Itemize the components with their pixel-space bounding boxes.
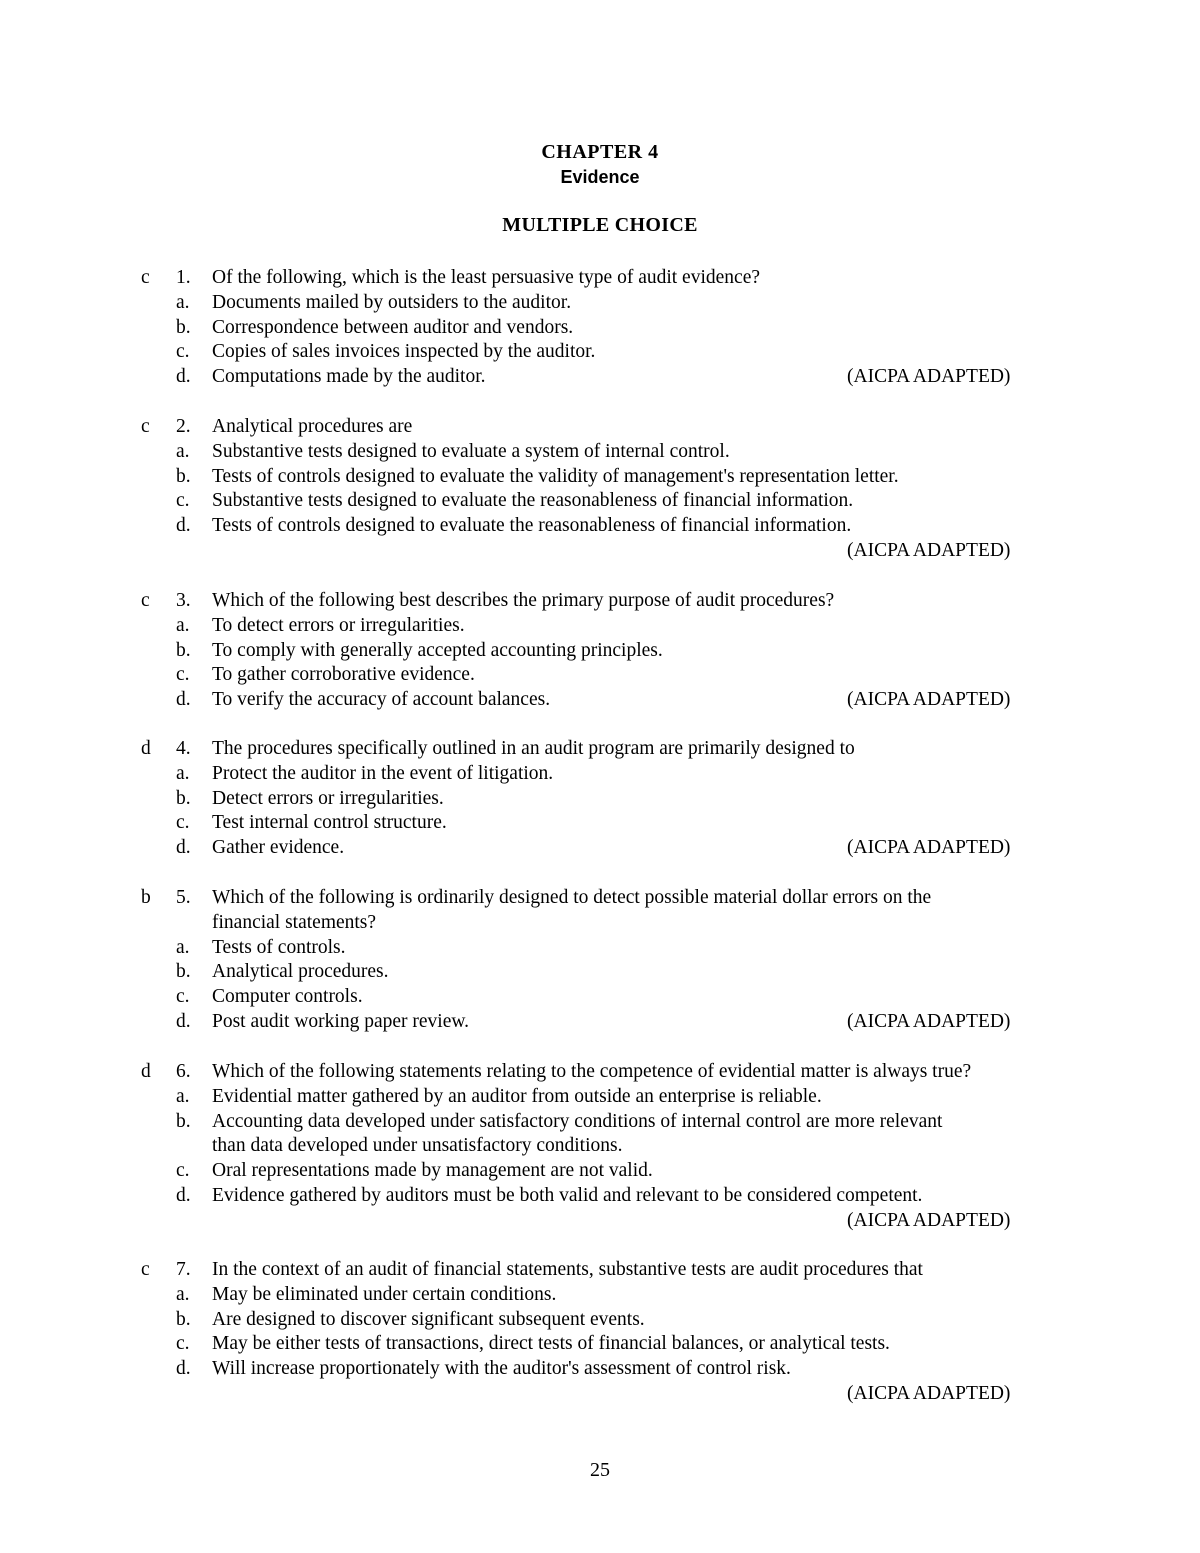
option-letter: a. xyxy=(176,291,190,313)
source-label: (AICPA ADAPTED) xyxy=(847,1209,1011,1231)
option-letter: b. xyxy=(176,787,191,809)
option-letter: b. xyxy=(176,465,191,487)
question-stem: In the context of an audit of financial statements, substantive tests are audit procedures that xyxy=(212,1259,923,1280)
source-label: (AICPA ADAPTED) xyxy=(847,689,1011,711)
option-text: Substantive tests designed to evaluate the reasonableness of financial information. xyxy=(212,490,854,512)
answer-key: c xyxy=(141,1259,150,1280)
option-text: Will increase proportionately with the auditor's assessment of control risk. xyxy=(212,1358,791,1380)
question-stem: Which of the following is ordinarily designed to detect possible material dollar errors on the xyxy=(212,887,932,908)
option-text: To comply with generally accepted accounting principles. xyxy=(212,639,663,661)
option-text: Post audit working paper review. xyxy=(212,1011,470,1032)
option-letter: b. xyxy=(176,639,191,661)
option-text: Protect the auditor in the event of litigation. xyxy=(212,762,554,784)
option-letter: a. xyxy=(176,614,190,636)
option-letter: a. xyxy=(176,762,190,784)
option-text: To detect errors or irregularities. xyxy=(212,614,465,636)
page-number: 25 xyxy=(590,1459,610,1481)
option-letter: c. xyxy=(176,664,190,686)
option-text: Computer controls. xyxy=(212,986,363,1008)
option-letter: c. xyxy=(176,812,190,834)
chapter-title: CHAPTER 4 xyxy=(541,141,659,163)
option-letter: b. xyxy=(176,1110,191,1132)
option-letter: c. xyxy=(176,1333,190,1355)
question-number: 1. xyxy=(176,267,191,288)
question-stem: financial statements? xyxy=(212,911,377,933)
option-text: To gather corroborative evidence. xyxy=(212,664,475,686)
option-letter: d. xyxy=(176,837,191,859)
source-label: (AICPA ADAPTED) xyxy=(847,1383,1011,1404)
option-text: Gather evidence. xyxy=(212,837,345,859)
section-title: MULTIPLE CHOICE xyxy=(502,214,698,236)
option-letter: a. xyxy=(176,1085,190,1107)
question-stem: Which of the following best describes the primary purpose of audit procedures? xyxy=(212,590,835,611)
source-label: (AICPA ADAPTED) xyxy=(847,1011,1011,1032)
option-letter: d. xyxy=(176,515,191,537)
option-text: Test internal control structure. xyxy=(212,812,447,834)
chapter-subtitle: Evidence xyxy=(560,167,640,187)
answer-key: d xyxy=(141,1061,151,1082)
option-letter: a. xyxy=(176,936,190,958)
question-stem: The procedures specifically outlined in an audit program are primarily designed to xyxy=(212,738,855,759)
option-letter: c. xyxy=(176,341,190,363)
option-letter: a. xyxy=(176,440,190,462)
option-text: Are designed to discover significant subsequent events. xyxy=(212,1308,645,1330)
question-number: 7. xyxy=(176,1259,191,1280)
option-text: Substantive tests designed to evaluate a system of internal control. xyxy=(212,440,730,462)
answer-key: c xyxy=(141,590,150,611)
option-text: Oral representations made by management are not valid. xyxy=(212,1160,653,1182)
option-text: Documents mailed by outsiders to the auditor. xyxy=(212,291,572,313)
option-letter: c. xyxy=(176,1160,190,1182)
question-number: 4. xyxy=(176,738,191,759)
option-text: May be either tests of transactions, direct tests of financial balances, or analytical tests. xyxy=(212,1333,890,1355)
answer-key: c xyxy=(141,267,150,288)
option-letter: d. xyxy=(176,689,191,711)
question-stem: Of the following, which is the least persuasive type of audit evidence? xyxy=(212,267,760,288)
option-text: Copies of sales invoices inspected by the auditor. xyxy=(212,341,596,363)
option-letter: b. xyxy=(176,961,191,983)
question-stem: Analytical procedures are xyxy=(212,416,413,437)
answer-key: c xyxy=(141,416,150,437)
source-label: (AICPA ADAPTED) xyxy=(847,837,1011,859)
option-letter: d. xyxy=(176,1358,191,1380)
option-text: Tests of controls designed to evaluate the reasonableness of financial information. xyxy=(212,515,852,537)
option-text: Accounting data developed under satisfactory conditions of internal control are more relevant xyxy=(212,1110,943,1132)
question-number: 2. xyxy=(176,416,191,437)
source-label: (AICPA ADAPTED) xyxy=(847,540,1011,561)
option-letter: c. xyxy=(176,490,190,512)
option-letter: b. xyxy=(176,316,191,338)
question-stem: Which of the following statements relating to the competence of evidential matter is always true? xyxy=(212,1061,972,1082)
option-text: Evidence gathered by auditors must be both valid and relevant to be considered competent. xyxy=(212,1185,923,1206)
option-text: Tests of controls designed to evaluate the validity of management's representation letter. xyxy=(212,465,899,487)
option-letter: d. xyxy=(176,1185,191,1206)
option-letter: b. xyxy=(176,1308,191,1330)
option-text: Evidential matter gathered by an auditor from outside an enterprise is reliable. xyxy=(212,1085,822,1107)
option-letter: d. xyxy=(176,1011,191,1032)
question-number: 6. xyxy=(176,1061,191,1082)
option-letter: a. xyxy=(176,1283,190,1305)
option-text: Detect errors or irregularities. xyxy=(212,787,444,809)
option-text: May be eliminated under certain conditions. xyxy=(212,1283,557,1305)
option-letter: d. xyxy=(176,366,191,388)
option-text: than data developed under unsatisfactory conditions. xyxy=(212,1135,623,1157)
option-text: Tests of controls. xyxy=(212,936,346,958)
option-text: Analytical procedures. xyxy=(212,961,389,983)
option-text: Computations made by the auditor. xyxy=(212,366,486,388)
option-text: To verify the accuracy of account balances. xyxy=(212,689,551,711)
option-text: Correspondence between auditor and vendors. xyxy=(212,316,574,338)
question-number: 5. xyxy=(176,887,191,908)
source-label: (AICPA ADAPTED) xyxy=(847,366,1011,388)
answer-key: d xyxy=(141,738,151,759)
answer-key: b xyxy=(141,887,151,908)
question-number: 3. xyxy=(176,590,191,611)
option-letter: c. xyxy=(176,986,190,1008)
